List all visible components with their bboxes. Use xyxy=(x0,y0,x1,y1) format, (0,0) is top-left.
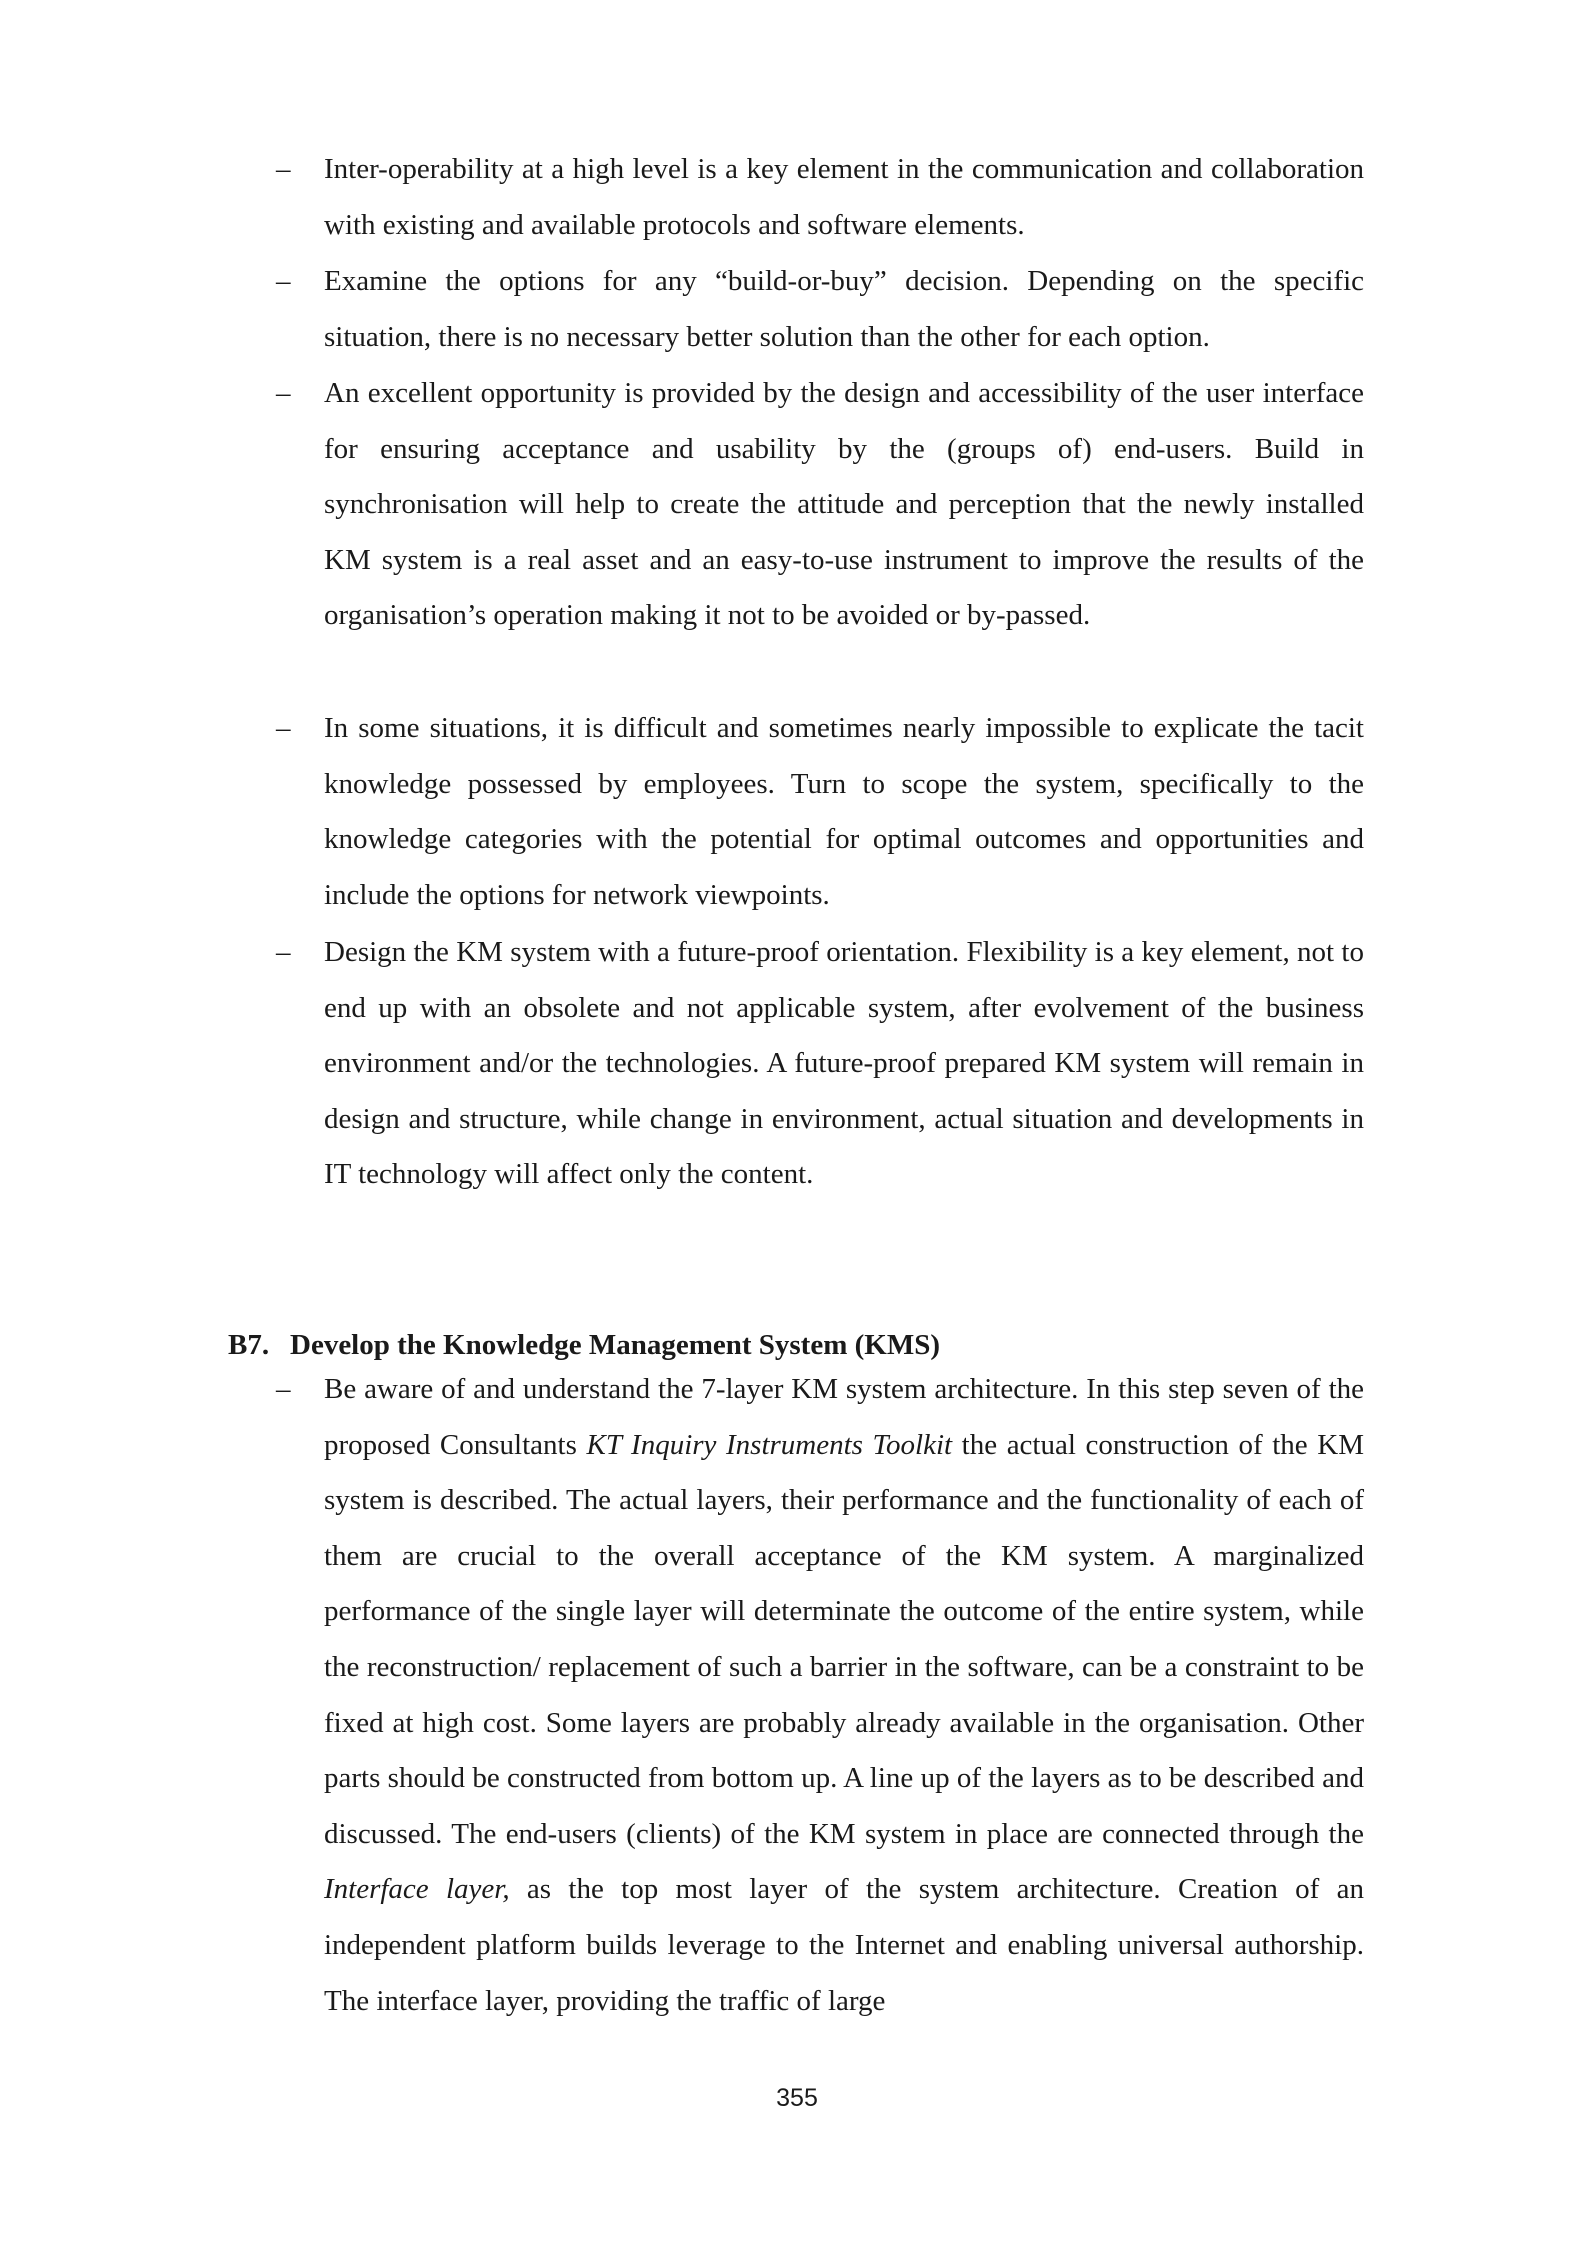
bullet-text-part: the actual construction of the KM system is described. The actual layers, their performance and the functionality of each of them are crucial to the overall acceptance of the KM system. A marginalized performance of the single layer will determinate the outcome of the entire system, while the reconstruction/ replacement of such a barrier in the software, can be a constraint to be fixed at high cost. Some layers are probably already available in the organisation. Other parts should be constructed from bottom up. A line up of the layers as to be described and discussed. The end-users (clients) of the KM system in place are connected through the xyxy=(324,1428,1364,1850)
italic-term-interface-layer: Interface layer, xyxy=(324,1873,510,1906)
dash-marker: – xyxy=(276,153,291,185)
italic-term-toolkit: KT Inquiry Instruments Toolkit xyxy=(586,1428,953,1461)
page-number: 355 xyxy=(776,2084,818,2112)
dash-marker: – xyxy=(276,712,291,744)
bullet-item-tacit-knowledge xyxy=(276,701,1364,923)
dash-marker: – xyxy=(276,265,291,297)
bullet-item-build-or-buy xyxy=(276,254,1364,365)
bullet-item-user-interface xyxy=(276,366,1364,644)
dash-marker: – xyxy=(276,377,291,409)
section-title: Develop the Knowledge Management System (KMS) xyxy=(290,1329,940,1361)
dash-marker: – xyxy=(276,936,291,968)
bullet-item-kms-architecture xyxy=(276,1362,1364,2029)
bullet-text-part: Be aware of and understand the 7-layer KM system architecture. In this step seven of the proposed Consultants xyxy=(324,1373,1364,1461)
bullet-text: Design the KM system with a future-proof orientation. Flexibility is a key element, not to end up with an obsolete and not applicable system, after evolvement of the business environment and/or the technologies. A future-proof prepared KM system will remain in design and structure, while change in environment, actual situation and developments in IT technology will affect only the content. xyxy=(324,936,1364,1191)
section-number: B7. xyxy=(228,1329,270,1361)
bullet-item-interoperability xyxy=(276,142,1364,253)
bullet-item-future-proof xyxy=(276,925,1364,1203)
bullet-text: Inter-operability at a high level is a key element in the communication and collaboration with existing and available protocols and software elements. xyxy=(324,153,1364,241)
bullet-text: An excellent opportunity is provided by the design and accessibility of the user interface for ensuring acceptance and usability by the (groups of) end-users. Build in synchronisation will help to create the attitude and perception that the newly installed KM system is a real asset and an easy-to-use instrument to improve the results of the organisation’s operation making it not to be avoided or by-passed. xyxy=(324,377,1364,632)
bullet-text: In some situations, it is difficult and sometimes nearly impossible to explicate the tacit knowledge possessed by employees. Turn to scope the system, specifically to the knowledge categories with the potential for optimal outcomes and opportunities and include the options for network viewpoints. xyxy=(324,712,1364,911)
bullet-text-part: as the top most layer of the system architecture. Creation of an independent platform builds leverage to the Internet and enabling universal authorship. The interface layer, providing the traffic of large xyxy=(324,1873,1364,2017)
dash-marker: – xyxy=(276,1373,291,1405)
bullet-text: Examine the options for any “build-or-buy” decision. Depending on the specific situation, there is no necessary better solution than the other for each option. xyxy=(324,265,1364,353)
